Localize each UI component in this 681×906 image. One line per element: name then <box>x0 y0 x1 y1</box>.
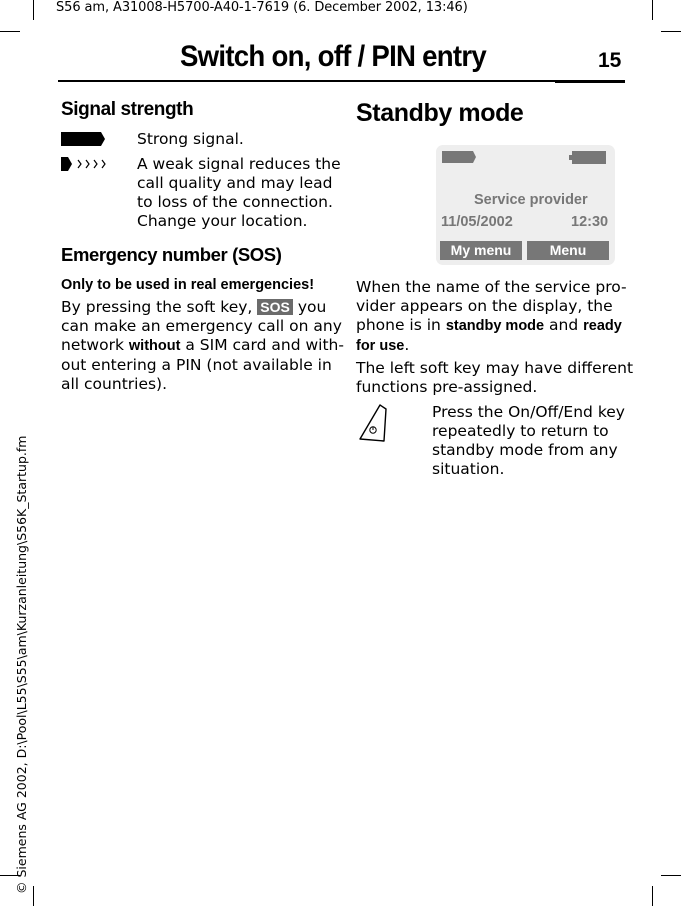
display-time: 12:30 <box>571 214 609 230</box>
emergency-heading: Emergency number (SOS) <box>61 244 282 265</box>
crop-mark <box>652 0 653 20</box>
emergency-line: out entering a PIN (not available in <box>61 356 332 374</box>
standby-paragraph-2 <box>356 359 633 397</box>
standby-line: functions pre-assigned. <box>356 378 538 396</box>
right-softkey: Menu <box>527 241 609 260</box>
battery-icon <box>569 151 606 164</box>
standby-paragraph-1 <box>356 278 627 356</box>
standby-line: The left soft key may have different <box>356 359 634 377</box>
tip-line: repeatedly to return to <box>432 422 609 440</box>
crop-mark <box>652 886 653 906</box>
copyright-side-note: © Siemens AG 2002, D:\Pool\L55\S55\am\Kurzanleitung\S56K_Startup.fm <box>14 435 29 894</box>
emergency-text <box>61 298 344 394</box>
bold-term: ready <box>583 318 622 334</box>
emergency-note: Only to be used in real emergencies! <box>61 277 315 293</box>
phone-display <box>436 145 615 265</box>
crop-mark <box>0 31 20 32</box>
page-number: 15 <box>598 49 622 72</box>
weak-text-line: call quality and may lead <box>137 174 333 192</box>
end-key-icon <box>356 403 388 443</box>
text-span: By pressing the soft key, <box>61 298 253 316</box>
emergency-line <box>61 336 344 356</box>
weak-signal-icon <box>61 157 107 171</box>
tip-line: situation. <box>432 460 505 478</box>
service-provider-label: Service provider <box>474 192 588 208</box>
strong-signal-icon <box>61 132 107 146</box>
bold-term: without <box>128 338 181 354</box>
tip-line: standby mode from any <box>432 441 618 459</box>
standby-line: vider appears on the display, the <box>356 297 613 315</box>
title-rule <box>58 80 625 82</box>
standby-heading: Standby mode <box>356 99 524 127</box>
strong-signal-text: Strong signal. <box>137 130 244 148</box>
signal-heading: Signal strength <box>61 99 194 120</box>
bold-term: standby mode <box>445 318 545 334</box>
sos-softkey: SOS <box>257 299 293 315</box>
tip-text <box>432 403 625 479</box>
left-softkey: My menu <box>440 241 522 260</box>
text-span: phone is in <box>356 316 441 334</box>
crop-mark <box>661 875 681 876</box>
emergency-line: all countries). <box>61 375 168 393</box>
tip-line: Press the On/Off/End key <box>432 403 625 421</box>
file-info-header: S56 am, A31008-H5700-A40-1-7619 (6. December 2002, 13:46) <box>56 0 468 15</box>
crop-mark <box>33 886 34 906</box>
weak-text-line: Change your location. <box>137 212 308 230</box>
display-date: 11/05/2002 <box>441 214 513 230</box>
weak-text-line: A weak signal reduces the <box>137 155 341 173</box>
text-span: a SIM card and with- <box>185 336 344 354</box>
crop-mark <box>33 0 34 20</box>
weak-text-line: to loss of the connection. <box>137 193 333 211</box>
text-span: and <box>549 316 579 334</box>
standby-line <box>356 316 627 336</box>
emergency-line <box>61 298 344 317</box>
weak-signal-text <box>137 155 341 231</box>
emergency-line: can make an emergency call on any <box>61 317 342 335</box>
standby-line: When the name of the service pro- <box>356 278 627 296</box>
crop-mark <box>661 31 681 32</box>
text-span: you <box>297 298 327 316</box>
text-span: . <box>404 336 410 354</box>
text-span: network <box>61 336 124 354</box>
display-signal-icon <box>442 151 478 163</box>
bold-term: for use <box>356 338 405 354</box>
standby-line <box>356 336 627 356</box>
page-title: Switch on, off / PIN entry <box>180 40 486 73</box>
